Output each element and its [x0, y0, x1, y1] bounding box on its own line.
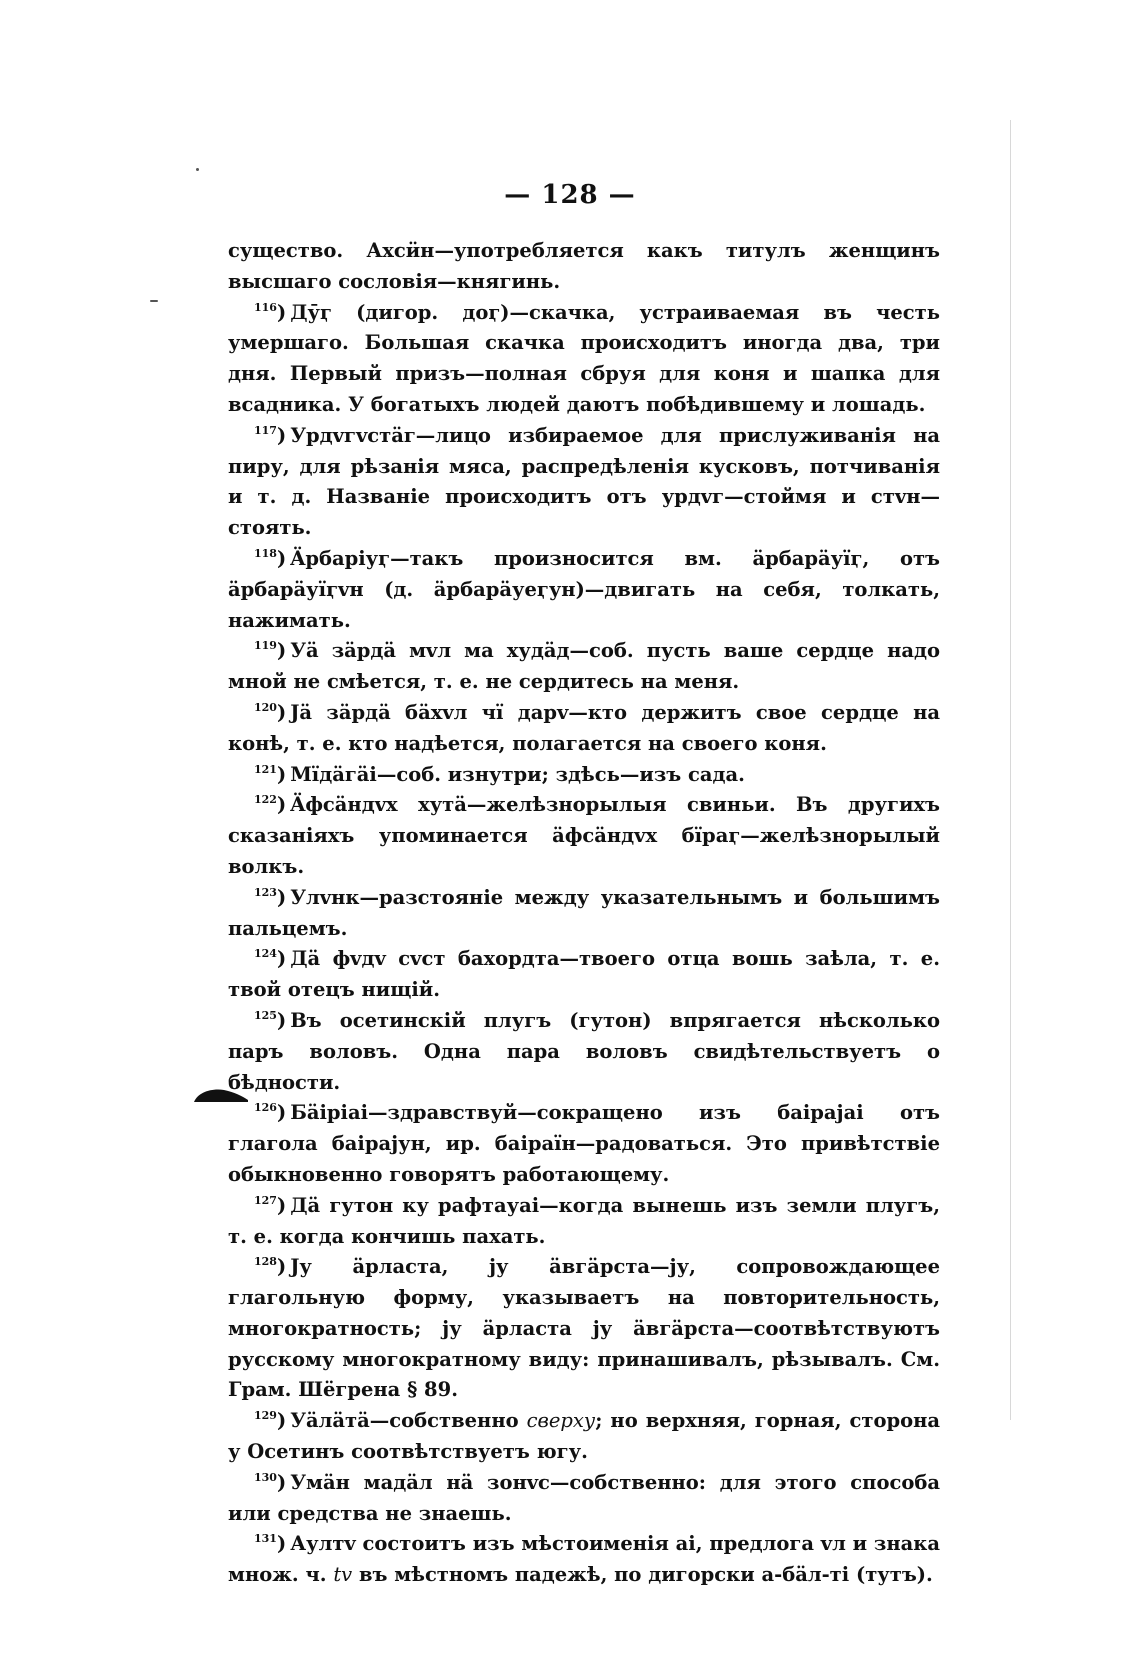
note-text: Дä фvдv сvст бахордта—твоего отца вошь заѣла, т. е. твой отецъ нищій. — [228, 947, 940, 1002]
note-italic: tv — [333, 1563, 353, 1587]
note-text: Уä зäрдä мvл ма худäд—соб. пусть ваше сердце надо мной не смѣется, т. е. не сердитесь на меня. — [228, 639, 940, 694]
note-italic: сверху — [526, 1409, 596, 1433]
note-text: Jу äрласта, jу äвгäрста—jу, сопровождающее глагольную форму, указываетъ на повторительность, многократность; jу äрласта jу äвгäрста—соотвѣтствуютъ русскому многократному виду: принашивалъ, рѣзывалъ. См. Грам. Шёгрена § 89. — [228, 1255, 940, 1402]
note-120: $^{120}$) Jä зäрдä бäхvл чї дарv—кто держитъ свое сердце на конѣ, т. е. кто надѣется, полагается на своего коня. — [228, 700, 940, 755]
note-text: Въ осетинскій плугъ (гутон) впрягается нѣсколько паръ воловъ. Одна пара воловъ свидѣтельствуетъ о бѣдности. — [228, 1008, 940, 1094]
note-continuation — [228, 236, 940, 298]
note-text: Дä гутон ку рафтауаі—когда вынешь изъ земли плугъ, т. е. когда кончишь пахать. — [228, 1193, 940, 1248]
note-text: Äфсäндvх хутä—желѣзнорылыя свиньи. Въ другихъ сказаніяхъ упоминается äфсäндvх бїраӷ—желѣзнорылый волкъ. — [228, 793, 940, 878]
note-118: $^{118}$) Äрбаріуӷ—такъ произносится вм. äрбарäуїӷ, отъ äрбарäуїӷvн (д. äрбарäуеӷун)—двигать на себя, толкать, нажимать. — [228, 546, 940, 632]
note-text: Дӯӷ (дигор. доӷ)—скачка, устраиваемая въ честь умершаго. Большая скачка происходитъ иногда два, три дня. Первый призъ—полная сбруя для коня и шапка для всадника. У богатыхъ людей даютъ побѣдившему и лошадь. — [228, 300, 940, 416]
note-number: 127 — [254, 1193, 277, 1207]
note-number: 116 — [254, 300, 277, 314]
note-text: Уäлäтä—собственно — [290, 1409, 527, 1433]
note-number: 128 — [254, 1255, 277, 1269]
note-124: $^{124}$) Дä фvдv сvст бахордта—твоего отца вошь заѣла, т. е. твой отецъ нищій. — [228, 947, 940, 1002]
note-number: 129 — [254, 1409, 277, 1423]
note-130: $^{130}$) Умäн мадäл нä зонvс—собственно: для этого способа или средства не знаешь. — [228, 1470, 940, 1525]
note-131: $^{131}$) Аултv состоитъ изъ мѣстоименія аі, предлога vл и знака множ. ч. tv въ мѣстномъ падежѣ, по дигорски а-бäл-ті (тутъ). — [228, 1532, 940, 1587]
ink-blot — [192, 1086, 250, 1104]
note-number: 125 — [254, 1008, 277, 1022]
page-number: — 128 — — [504, 180, 636, 210]
note-127: $^{127}$) Дä гутон ку рафтауаі—когда вынешь изъ земли плугъ, т. е. когда кончишь пахать. — [228, 1193, 940, 1248]
print-speck — [150, 300, 158, 302]
note-text: Урдvгvстäг—лицо избираемое для прислуживанія на пиру, для рѣзанія мяса, распредѣленія кусковъ, потчиванія и т. д. Названіе происходитъ отъ урдvг—стоймя и стvн—стоять. — [228, 423, 940, 540]
note-number: 121 — [254, 762, 277, 776]
note-number: 117 — [254, 423, 277, 437]
endnotes-block — [228, 236, 940, 1591]
note-128: $^{128}$) Jу äрласта, jу äвгäрста—jу, сопровождающее глагольную форму, указываетъ на повторительность, многократность; jу äрласта jу äвгäрста—соотвѣтствуютъ русскому многократному виду: принашивалъ, рѣзывалъ. См. Грам. Шёгрена § 89. — [228, 1255, 940, 1402]
note-text: Улvнк—разстояніе между указательнымъ и большимъ пальцемъ. — [228, 885, 940, 940]
note-number: 118 — [254, 546, 277, 560]
note-number: 126 — [254, 1101, 277, 1115]
note-119: $^{119}$) Уä зäрдä мvл ма худäд—соб. пусть ваше сердце надо мной не смѣется, т. е. не сердитесь на меня. — [228, 639, 940, 694]
note-123: $^{123}$) Улvнк—разстояніе между указательнымъ и большимъ пальцемъ. — [228, 885, 940, 940]
note-number: 119 — [254, 639, 277, 653]
note-129: $^{129}$) Уäлäтä—собственно сверху; но верхняя, горная, сторона у Осетинъ соотвѣтствуетъ югу. — [228, 1409, 940, 1464]
note-text: въ мѣстномъ падежѣ, по дигорски а-бäл-ті (тутъ). — [352, 1563, 933, 1587]
note-text: Jä зäрдä бäхvл чї дарv—кто держитъ свое сердце на конѣ, т. е. кто надѣется, полагается на своего коня. — [228, 700, 940, 755]
note-number: 130 — [254, 1470, 277, 1484]
note-125: $^{125}$) Въ осетинскій плугъ (гутон) впрягается нѣсколько паръ воловъ. Одна пара воловъ свидѣтельствуетъ о бѣдности. — [228, 1008, 940, 1094]
print-speck — [196, 168, 199, 171]
note-text: Мїдäгäі—соб. изнутри; здѣсь—изъ сада. — [290, 762, 745, 786]
note-number: 124 — [254, 947, 277, 961]
note-text: Äрбаріуӷ—такъ произносится вм. äрбарäуїӷ, отъ äрбарäуїӷvн (д. äрбарäуеӷун)—двигать на себя, толкать, нажимать. — [228, 546, 940, 632]
note-text: Умäн мадäл нä зонvс—собственно: для этого способа или средства не знаешь. — [228, 1470, 940, 1525]
note-116: $^{116}$) Дӯӷ (дигор. доӷ)—скачка, устраиваемая въ честь умершаго. Большая скачка происходитъ иногда два, три дня. Первый призъ—полная сбруя для коня и шапка для всадника. У богатыхъ людей даютъ побѣдившему и лошадь. — [228, 300, 940, 416]
note-text: Аултv состоитъ изъ мѣстоименія аі, предлога vл и знака множ. ч. — [228, 1532, 940, 1587]
note-number: 120 — [254, 700, 277, 714]
page-edge-line — [1010, 120, 1011, 1420]
note-number: 123 — [254, 885, 277, 899]
note-number: 131 — [254, 1532, 277, 1546]
note-126: $^{126}$) Бäіріаі—здравствуй—сокращено изъ баіраjаі отъ глагола баіраjун, ир. баіраїн—радоваться. Это привѣтствіе обыкновенно говорятъ работающему. — [228, 1101, 940, 1186]
note-text: Бäіріаі—здравствуй—сокращено изъ баіраjаі отъ глагола баіраjун, ир. баіраїн—радоваться. Это привѣтствіе обыкновенно говорятъ работающему. — [228, 1101, 940, 1186]
note-text: существо. Ахсӥн—употребляется какъ титулъ женщинъ высшаго сословія—княгинь. — [228, 239, 940, 293]
note-122: $^{122}$) Äфсäндvх хутä—желѣзнорылыя свиньи. Въ другихъ сказаніяхъ упоминается äфсäндvх бїраӷ—желѣзнорылый волкъ. — [228, 793, 940, 878]
note-121: $^{121}$) Мїдäгäі—соб. изнутри; здѣсь—изъ сада. — [254, 762, 745, 786]
note-117: $^{117}$) Урдvгvстäг—лицо избираемое для прислуживанія на пиру, для рѣзанія мяса, распредѣленія кусковъ, потчиванія и т. д. Названіе происходитъ отъ урдvг—стоймя и стvн—стоять. — [228, 423, 940, 540]
note-text: ; но верхняя, горная, сторона у Осетинъ соотвѣтствуетъ югу. — [228, 1409, 940, 1464]
note-number: 122 — [254, 793, 277, 807]
